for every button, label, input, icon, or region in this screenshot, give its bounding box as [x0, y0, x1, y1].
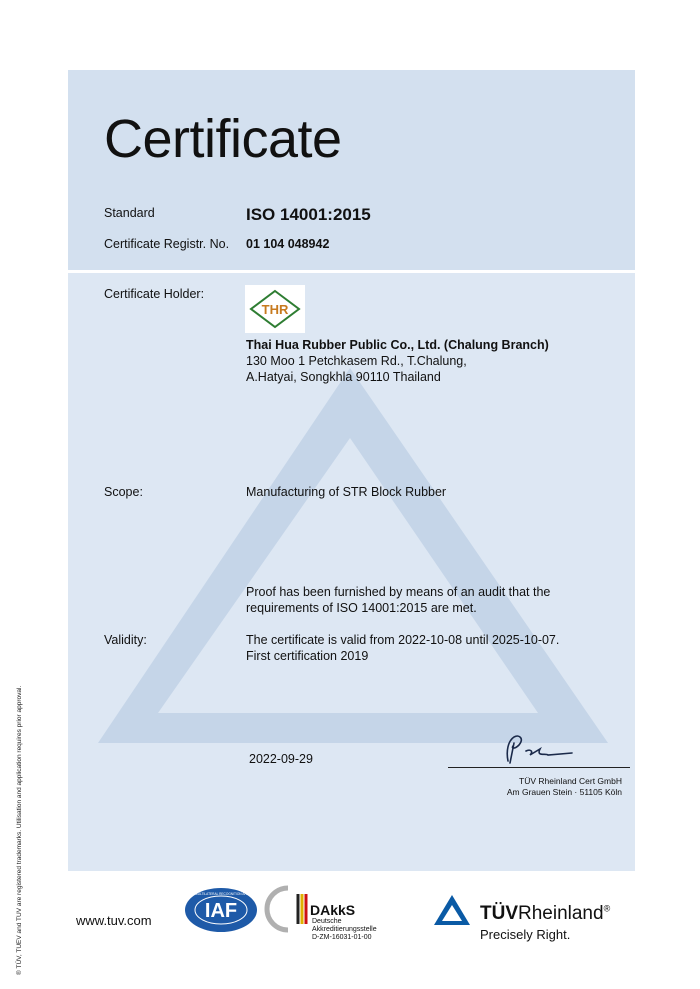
- signature-line: [448, 767, 630, 768]
- trademark-side-note: ® TÜV, TUEV and TUV are registered trademarks. Utilisation and application requires prior approval.: [16, 685, 23, 975]
- scope-value: Manufacturing of STR Block Rubber: [246, 485, 447, 499]
- dakks-line2: Akkreditierungsstelle: [312, 926, 377, 933]
- registration-label: Certificate Registr. No.: [104, 237, 230, 251]
- panel-divider: [68, 270, 635, 273]
- dakks-line3: D-ZM-16031-01-00: [312, 934, 372, 941]
- standard-value: ISO 14001:2015: [246, 205, 371, 224]
- issuer-name: TÜV Rheinland Cert GmbH: [519, 776, 622, 786]
- holder-name: Thai Hua Rubber Public Co., Ltd. (Chalung Branch): [246, 338, 549, 352]
- logo-text: THR: [261, 302, 289, 317]
- issue-date: 2022-09-29: [249, 752, 313, 766]
- scope-label: Scope:: [104, 485, 143, 499]
- proof-line2: requirements of ISO 14001:2015 are met.: [246, 601, 477, 615]
- validity-line1: The certificate is valid from 2022-10-08 until 2025-10-07.: [246, 633, 560, 647]
- issuer-address: Am Grauen Stein · 51105 Köln: [506, 787, 622, 797]
- svg-text:IAF: IAF: [204, 900, 238, 922]
- standard-label: Standard: [104, 206, 155, 220]
- holder-label: Certificate Holder:: [104, 287, 205, 301]
- tuv-triangle-icon: [432, 893, 472, 927]
- holder-address-line1: 130 Moo 1 Petchkasem Rd., T.Chalung,: [246, 354, 467, 368]
- dakks-line1: Deutsche: [312, 918, 342, 925]
- iaf-ring-text: MEMBER OF MULTILATERAL RECOGNITION ARRANGEMENT: [174, 892, 268, 896]
- validity-line2: First certification 2019: [246, 649, 369, 663]
- iaf-logo: [174, 885, 268, 935]
- signature-image: [500, 733, 580, 767]
- dakks-name: DAkkS: [310, 902, 356, 918]
- dakks-emblem-icon: [266, 884, 310, 934]
- footer-url[interactable]: www.tuv.com: [76, 913, 152, 928]
- company-logo: [245, 285, 305, 333]
- registration-value: 01 104 048942: [246, 237, 330, 251]
- tuv-brand-name: TÜVRheinland®: [480, 903, 611, 924]
- tuv-slogan: Precisely Right.: [480, 927, 571, 942]
- holder-address-line2: A.Hatyai, Songkhla 90110 Thailand: [246, 370, 441, 384]
- proof-line1: Proof has been furnished by means of an audit that the: [246, 585, 551, 599]
- page-title: Certificate: [104, 109, 342, 169]
- validity-label: Validity:: [104, 633, 147, 647]
